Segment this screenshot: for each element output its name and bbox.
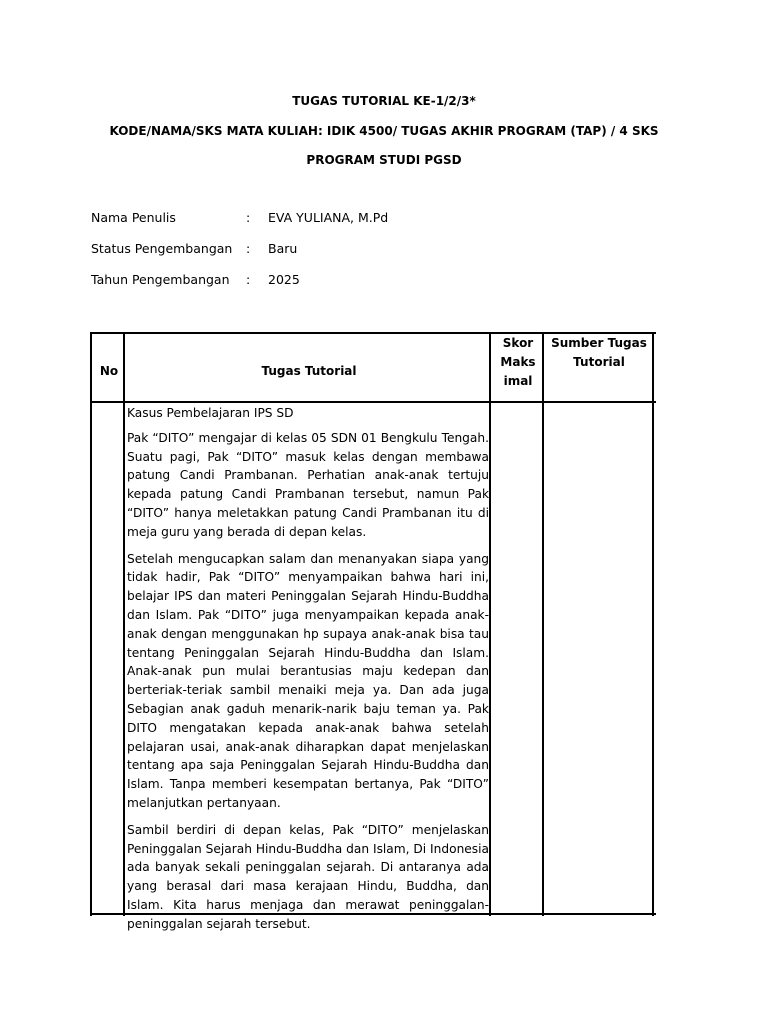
column-divider-skor (542, 332, 544, 916)
tutorial-task-table (90, 332, 656, 931)
header-sumber-line: Sumber Tugas (551, 336, 647, 350)
case-paragraph: Sambil berdiri di depan kelas, Pak “DITO” menjelaskan Peninggalan Sejarah Hindu-Buddha dan Islam, Di Indonesia ada banyak sekali peninggalan sejarah. Di antaranya ada yang berasal dari masa kerajaan Hindu, Buddha, dan Islam. Kita harus menjaga dan merawat peninggalan-peninggalan sejarah tersebut. (127, 822, 489, 931)
header-tugas-tutorial: Tugas Tutorial (261, 364, 357, 378)
meta-label: Status Pengembangan (91, 241, 233, 256)
header-sumber-line: Tutorial (573, 355, 625, 369)
header-sumber-tugas (545, 334, 653, 372)
case-title: Kasus Pembelajaran IPS SD (127, 406, 294, 420)
header-no: No (99, 364, 119, 378)
document-title: TUGAS TUTORIAL KE-1/2/3* (292, 94, 476, 108)
meta-value: 2025 (268, 272, 300, 287)
case-paragraph: Setelah mengucapkan salam dan menanyakan siapa yang tidak hadir, Pak “DITO” menyampaikan bahwa hari ini, belajar IPS dan materi Peninggalan Sejarah Hindu-Buddha dan Islam. Pak “DITO” juga menyampaikan kepada anak-anak dengan menggunakan hp supaya anak-anak bisa tau tentang Peninggalan Sejarah Hindu-Buddha dan Islam. Anak-anak pun mulai berantusias maju kedepan dan berteriak-teriak sambil menaiki meja ya. Dan ada juga Sebagian anak gaduh menarik-narik baju teman ya. Pak DITO mengatakan kepada anak-anak bahwa setelah pelajaran usai, anak-anak diharapkan dapat menjelaskan tentang apa saja Peninggalan Sejarah Hindu-Buddha dan Islam. Tanpa memberi kesempatan bertanya, Pak “DITO” melanjutkan pertanyaan. (127, 551, 489, 810)
table-border-left (90, 332, 92, 916)
table-border-right (652, 332, 654, 916)
meta-value: EVA YULIANA, M.Pd (268, 210, 389, 225)
meta-colon: : (246, 210, 251, 225)
meta-value: Baru (268, 241, 298, 256)
header-skor-line: Maks (500, 355, 536, 369)
column-divider-tugas (489, 332, 491, 916)
column-divider-no (123, 332, 125, 916)
meta-colon: : (246, 241, 251, 256)
table-header-separator (90, 401, 656, 403)
header-skor-line: Skor (502, 336, 534, 350)
meta-label: Nama Penulis (91, 210, 176, 225)
case-paragraph: Pak “DITO” mengajar di kelas 05 SDN 01 Bengkulu Tengah. Suatu pagi, Pak “DITO” masuk kelas dengan membawa patung Candi Prambanan. Perhatian anak-anak tertuju kepada patung Candi Prambanan tersebut, namun Pak “DITO” hanya meletakkan patung Candi Prambanan itu di meja guru yang berada di depan kelas. (127, 430, 489, 539)
meta-label: Tahun Pengembangan (91, 272, 230, 287)
header-skor-maksimal (492, 334, 544, 391)
meta-colon: : (246, 272, 251, 287)
course-code-line: KODE/NAMA/SKS MATA KULIAH: IDIK 4500/ TUGAS AKHIR PROGRAM (TAP) / 4 SKS (109, 124, 659, 138)
study-program-line: PROGRAM STUDI PGSD (306, 153, 462, 167)
header-skor-line: imal (503, 374, 533, 388)
table-row (127, 404, 489, 942)
